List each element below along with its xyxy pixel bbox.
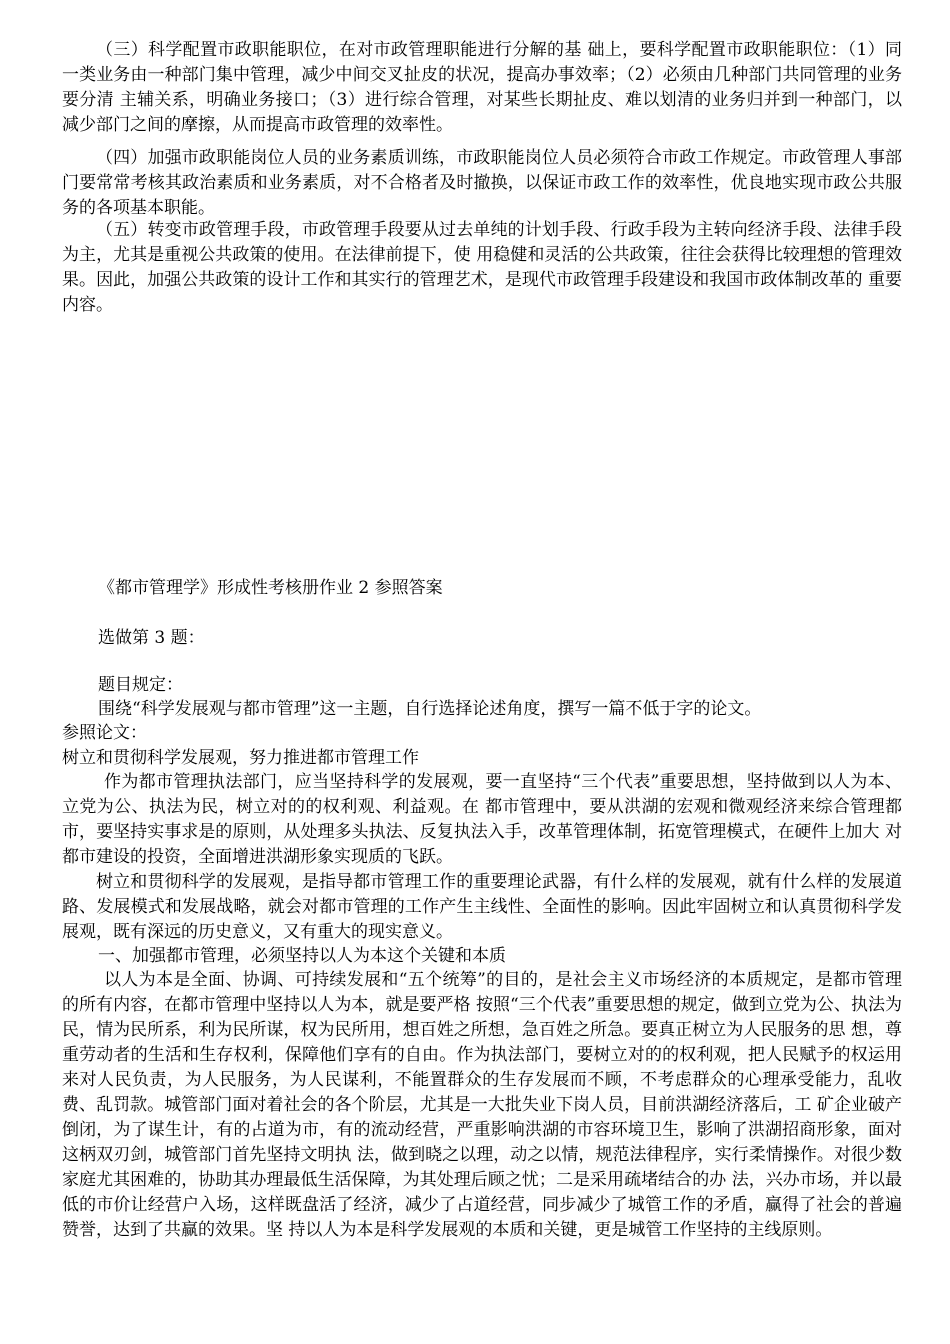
essay-paragraph-2: 树立和贯彻科学的发展观，是指导都市管理工作的重要理论武器，有什么样的发展观，就有什么样的发展道路、发展模式和发展战略，就会对都市管理的工作产生主线性、全面性的影响。因此牢固树立和认真贯彻科学发展观，既有深远的历史意义，又有重大的现实意义。 [62, 872, 902, 942]
question-choice: 选做第 3 题： [98, 628, 205, 648]
essay-paragraph-1: 作为都市管理执法部门，应当坚持科学的发展观，要一直坚持“三个代表”重要思想，坚持做到以人为本、立党为公、执法为民，树立对的的权利观、利益观。在 都市管理中，要从洪湖的宏观和微观经济来综合管理都市，要坚持实事求是的原则，从处理多头执法、反复执法入手，改革管理体制，拓宽管理模式，在硬件上加大 对都市建设的投资，全面增进洪湖形象实现质的飞跃。 [62, 772, 902, 867]
paragraph-three: （三）科学配置市政职能职位，在对市政管理职能进行分解的基 础上，要科学配置市政职能职位：（1）同一类业务由一种部门集中管理，减少中间交叉扯皮的状况，提高办事效率；（2）必须由几种部门共同管理的业务要分清 主辅关系，明确业务接口；（3）进行综合管理，对某些长期扯皮、难以划清的业务归并到一种部门，以减少部门之间的摩擦，从而提高市政管理的效率性。 [62, 40, 902, 135]
topic-label: 题目规定： [98, 675, 183, 695]
topic-text: 围绕“科学发展观与都市管理”这一主题，自行选择论述角度，撰写一篇不低于字的论文。 [98, 699, 762, 719]
essay-paragraph-3: 以人为本是全面、协调、可持续发展和“五个统筹”的目的，是社会主义市场经济的本质规定，是都市管理的所有内容，在都市管理中坚持以人为本，就是要严格 按照“三个代表”重要思想的规定，做到立党为公、执法为民，情为民所系，利为民所谋，权为民所用，想百姓之所想，急百姓之所急。要真正树立为人民服务的思 想，尊重劳动者的生活和生存权利，保障他们享有的自由。作为执法部门，要树立对的的权利观，把人民赋予的权运用来对人民负责，为人民服务，为人民谋利，不能置群众的生存发展而不顾，不考虑群众的心理承受能力，乱收费、乱罚款。城管部门面对着社会的各个阶层，尤其是一大批失业下岗人员，目前洪湖经济落后，工 矿企业破产倒闭，为了谋生计，有的占道为市，有的流动经营，严重影响洪湖的市容环境卫生，影响了洪湖招商形象，面对这柄双刃剑，城管部门首先坚持文明执 法，做到晓之以理，动之以情，规范法律程序，实行柔情操作。对很少数家庭尤其困难的，协助其办理最低生活保障，为其处理后顾之忧；二是采用疏堵结合的办 法，兴办市场，并以最低的市价让经营户入场，这样既盘活了经济，减少了占道经营，同步减少了城管工作的矛盾，赢得了社会的普遍赞誉，达到了共赢的效果。坚 持以人为本是科学发展观的本质和关键，更是城管工作坚持的主线原则。 [62, 970, 902, 1240]
essay-heading-1: 一、加强都市管理，必须坚持以人为本这个关键和本质 [98, 946, 506, 966]
essay-title: 树立和贯彻科学发展观，努力推进都市管理工作 [62, 748, 419, 768]
paragraph-four: （四）加强市政职能岗位人员的业务素质训练，市政职能岗位人员必须符合市政工作规定。市政管理人事部门要常常考核其政治素质和业务素质，对不合格者及时撤换，以保证市政工作的效率性，优良地实现市政公共服务的各项基本职能。 [62, 148, 902, 218]
reference-label: 参照论文： [62, 723, 147, 743]
answer-title: 《都市管理学》形成性考核册作业 2 参照答案 [98, 578, 443, 598]
paragraph-five: （五）转变市政管理手段，市政管理手段要从过去单纯的计划手段、行政手段为主转向经济手段、法律手段为主，尤其是重视公共政策的使用。在法律前提下，使 用稳健和灵活的公共政策，往往会获得比较理想的管理效果。因此，加强公共政策的设计工作和其实行的管理艺术，是现代市政管理手段建设和我国市政体制改革的 重要内容。 [62, 220, 902, 315]
